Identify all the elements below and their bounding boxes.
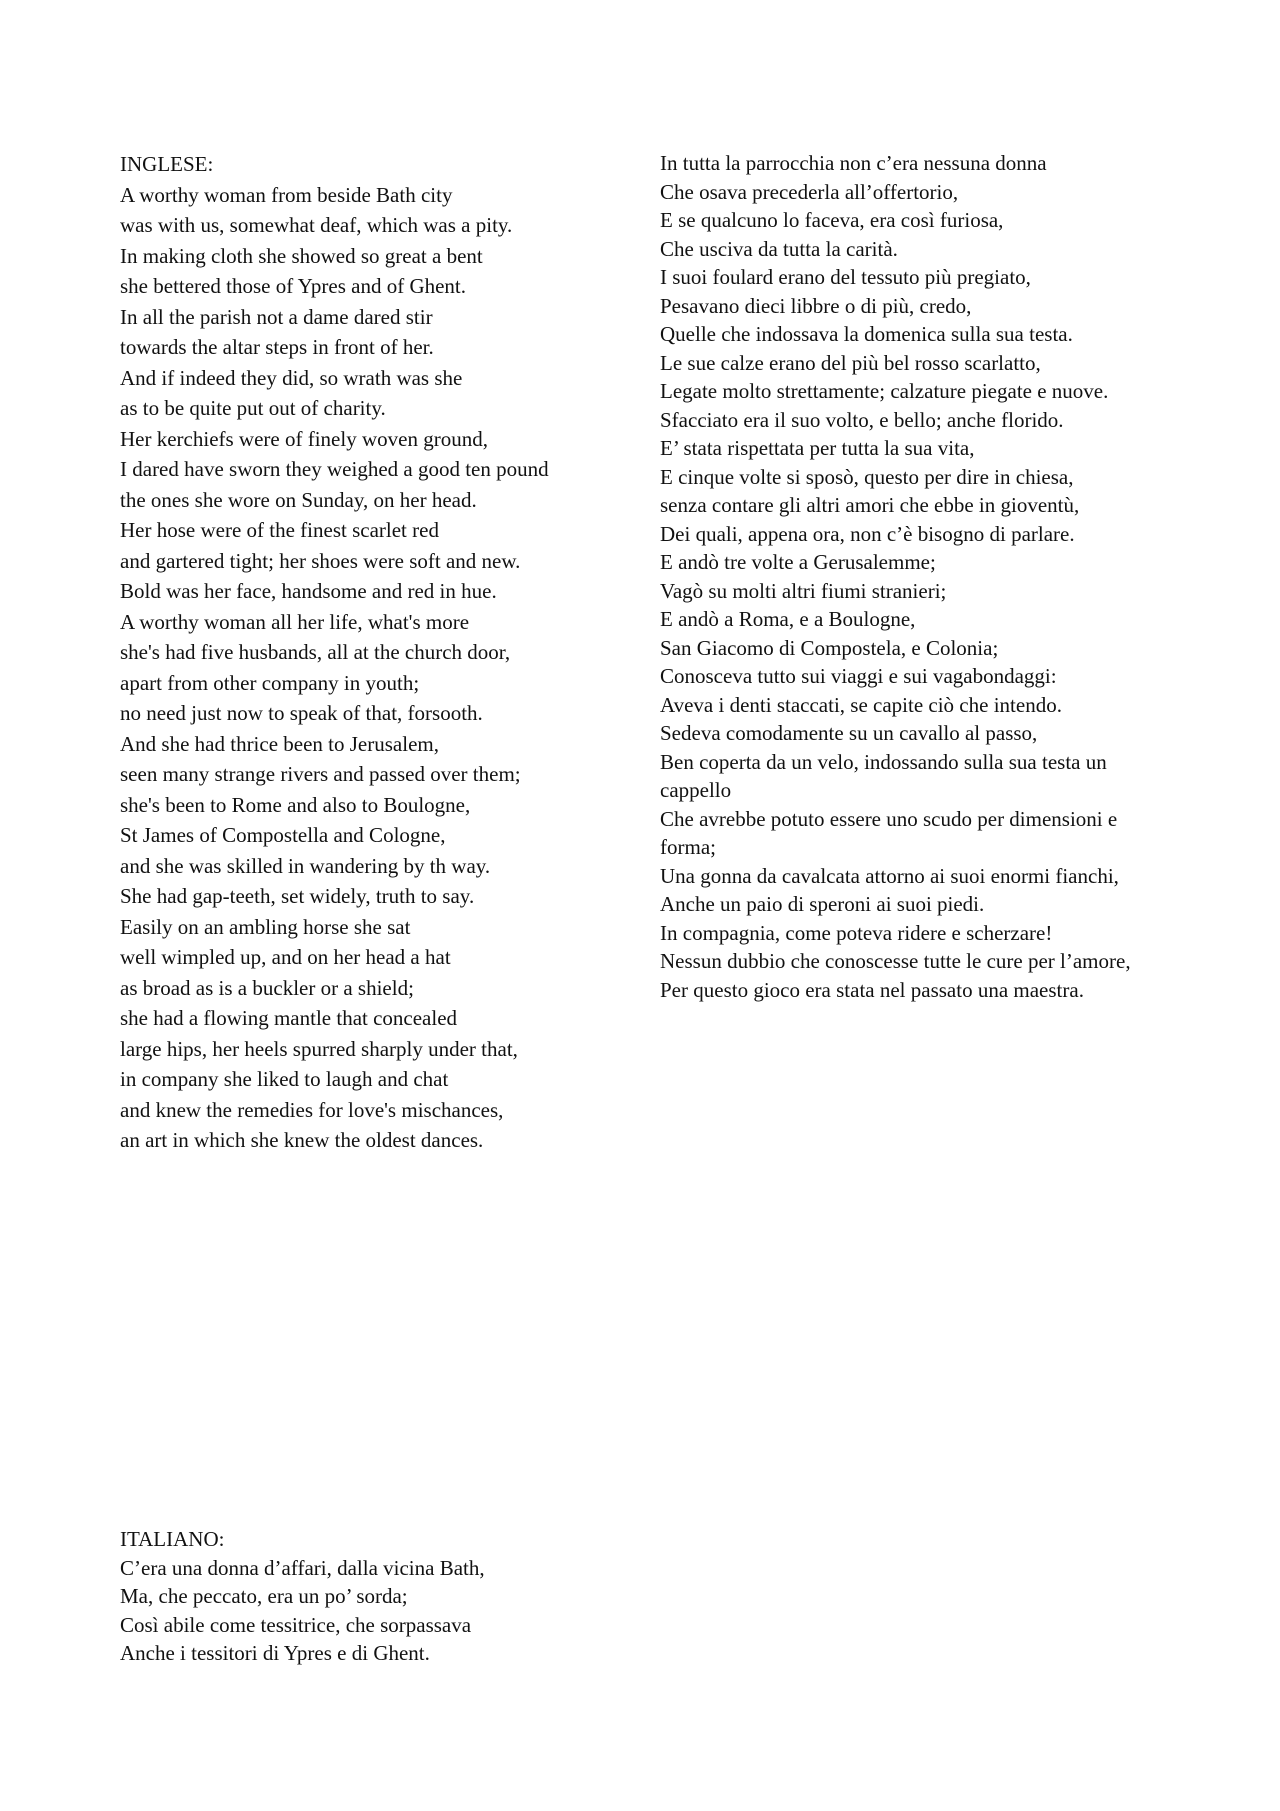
poem-line: Legate molto strettamente; calzature piegate e nuove.: [660, 379, 1109, 403]
english-poem: [120, 180, 549, 1156]
poem-line: Per questo gioco era stata nel passato una maestra.: [660, 977, 1084, 1002]
italian-poem-continued: [660, 149, 1160, 1004]
poem-line: Così abile come tessitrice, che sorpassava: [120, 1612, 472, 1637]
poem-line: Che usciva da tutta la carità.: [660, 236, 898, 261]
poem-line: towards the altar steps in front of her.: [120, 335, 434, 359]
poem-line: well wimpled up, and on her head a hat: [120, 945, 451, 969]
poem-line: Quelle che indossava la domenica sulla sua testa.: [660, 322, 1073, 346]
poem-line: in company she liked to laugh and chat: [120, 1067, 449, 1091]
italian-heading: ITALIANO:: [120, 1527, 225, 1551]
poem-line: and she was skilled in wandering by th way.: [120, 853, 491, 878]
poem-line: Pesavano dieci libbre o di più, credo,: [660, 293, 972, 318]
poem-line: and knew the remedies for love's mischances,: [120, 1097, 504, 1122]
english-heading: INGLESE:: [120, 152, 214, 176]
poem-line: as broad as is a buckler or a shield;: [120, 975, 414, 1000]
italian-poem: [120, 1554, 485, 1668]
poem-line: as to be quite put out of charity.: [120, 396, 386, 420]
poem-line: Anche un paio di speroni ai suoi piedi.: [660, 892, 985, 916]
poem-line: large hips, her heels spurred sharply under that,: [120, 1036, 518, 1061]
poem-line: San Giacomo di Compostela, e Colonia;: [660, 635, 999, 660]
poem-line: senza contare gli altri amori che ebbe in gioventù,: [660, 493, 1080, 517]
poem-line: no need just now to speak of that, forsooth.: [120, 701, 483, 725]
poem-line: an art in which she knew the oldest dances.: [120, 1128, 484, 1152]
poem-line: was with us, somewhat deaf, which was a pity.: [120, 213, 513, 237]
poem-line: she's had five husbands, all at the church door,: [120, 640, 511, 664]
poem-line: And she had thrice been to Jerusalem,: [120, 731, 439, 756]
poem-line: I dared have sworn they weighed a good ten pound: [120, 457, 549, 481]
poem-line: E andò a Roma, e a Boulogne,: [660, 607, 916, 631]
poem-line: apart from other company in youth;: [120, 670, 420, 695]
poem-line: A worthy woman from beside Bath city: [120, 182, 453, 207]
poem-line: C’era una donna d’affari, dalla vicina Bath,: [120, 1555, 485, 1580]
poem-line: the ones she wore on Sunday, on her head.: [120, 487, 477, 512]
poem-line: I suoi foulard erano del tessuto più pregiato,: [660, 265, 1031, 289]
poem-line: Easily on an ambling horse she sat: [120, 914, 411, 939]
poem-line: Sfacciato era il suo volto, e bello; anche florido.: [660, 407, 1064, 432]
poem-line: In compagnia, come poteva ridere e scherzare!: [660, 920, 1053, 945]
poem-line: Anche i tessitori di Ypres e di Ghent.: [120, 1641, 430, 1665]
poem-line: St James of Compostella and Cologne,: [120, 823, 446, 847]
poem-line: Sedeva comodamente su un cavallo al passo,: [660, 721, 1038, 745]
poem-line: Her hose were of the finest scarlet red: [120, 518, 439, 542]
poem-line: E se qualcuno lo faceva, era così furiosa,: [660, 208, 1004, 232]
poem-line: E cinque volte si sposò, questo per dire in chiesa,: [660, 464, 1074, 489]
poem-line: A worthy woman all her life, what's more: [120, 609, 470, 634]
poem-line: Le sue calze erano del più bel rosso scarlatto,: [660, 350, 1041, 375]
italian-continued-section: [660, 149, 1160, 1004]
poem-line: Che avrebbe potuto essere uno scudo per dimensioni e forma;: [660, 806, 1118, 859]
poem-line: E’ stata rispettata per tutta la sua vita,: [660, 436, 975, 460]
english-section: [120, 149, 549, 1156]
poem-line: and gartered tight; her shoes were soft and new.: [120, 548, 521, 573]
poem-line: She had gap-teeth, set widely, truth to say.: [120, 884, 475, 908]
poem-line: seen many strange rivers and passed over them;: [120, 762, 521, 786]
poem-line: Ben coperta da un velo, indossando sulla sua testa un cappello: [660, 749, 1107, 802]
poem-line: she had a flowing mantle that concealed: [120, 1006, 458, 1030]
poem-line: Vagò su molti altri fiumi stranieri;: [660, 578, 947, 603]
poem-line: Aveva i denti staccati, se capite ciò che intendo.: [660, 692, 1062, 717]
poem-line: In tutta la parrocchia non c’era nessuna donna: [660, 151, 1047, 175]
poem-line: Che osava precederla all’offertorio,: [660, 179, 959, 204]
poem-line: E andò tre volte a Gerusalemme;: [660, 550, 936, 574]
poem-line: Una gonna da cavalcata attorno ai suoi enormi fianchi,: [660, 863, 1119, 888]
poem-line: she's been to Rome and also to Boulogne,: [120, 792, 471, 817]
italian-section: [120, 1525, 485, 1668]
poem-line: In all the parish not a dame dared stir: [120, 304, 433, 329]
poem-line: Nessun dubbio che conoscesse tutte le cure per l’amore,: [660, 949, 1131, 973]
poem-line: Conosceva tutto sui viaggi e sui vagabondaggi:: [660, 664, 1057, 688]
poem-line: Her kerchiefs were of finely woven ground,: [120, 426, 488, 451]
poem-line: Ma, che peccato, era un po’ sorda;: [120, 1584, 408, 1608]
poem-line: And if indeed they did, so wrath was she: [120, 365, 463, 390]
poem-line: In making cloth she showed so great a bent: [120, 243, 483, 268]
poem-line: she bettered those of Ypres and of Ghent.: [120, 274, 467, 298]
poem-line: Bold was her face, handsome and red in hue.: [120, 579, 497, 603]
poem-line: Dei quali, appena ora, non c’è bisogno di parlare.: [660, 521, 1075, 546]
